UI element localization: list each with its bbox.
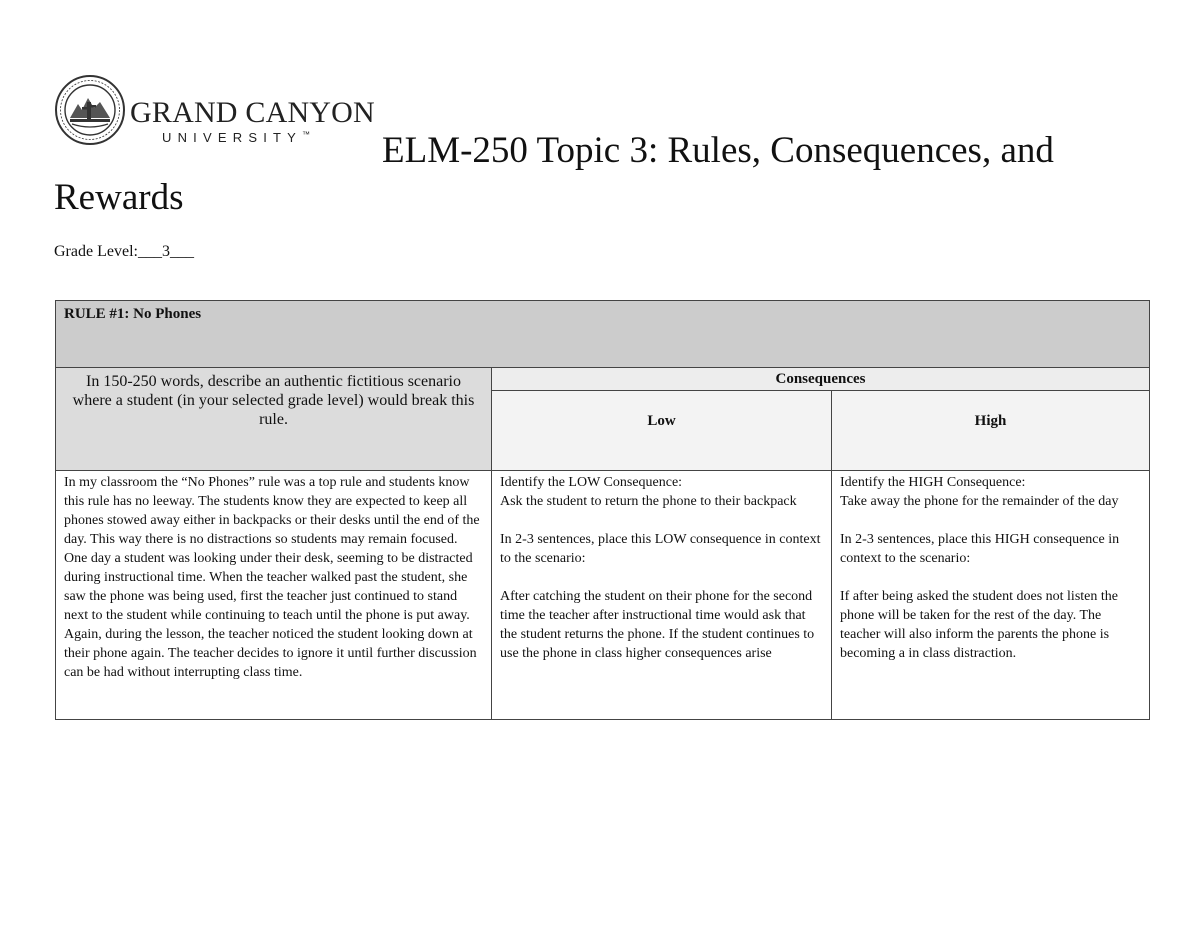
high-header-label: High <box>974 413 1007 429</box>
high-identify-label: Identify the HIGH Consequence: <box>840 475 1026 490</box>
consequences-header: Consequences <box>492 368 1150 391</box>
scenario-prompt: In 150-250 words, describe an authentic fictitious scenario where a student (in your selected grade level) would break this rule. <box>56 368 492 471</box>
low-context-label: In 2-3 sentences, place this LOW consequence in context to the scenario: <box>500 532 821 566</box>
scenario-text: In my classroom the “No Phones” rule was a top rule and students know this rule has no leeway. The students know they are expected to keep all phones stowed away either in backpacks or their desks until the end of the day. This way there is no distractions so students may remain focused. One day a student was looking under their desk, seeming to be distracted during instructional time. When the teacher walked past the student, she saw the phone was being used, first the teacher just continued to stand next to the student while continuing to teach until the phone is put away. Again, during the lesson, the teacher noticed the student looking down at their phone again. The teacher decides to ignore it until further discussion can be had without interrupting class time. <box>64 475 480 680</box>
rule-title: RULE #1: No Phones <box>56 301 1150 368</box>
document-title: ELM-250 Topic 3: Rules, Consequences, and Rewards <box>54 130 1054 218</box>
high-consequence-cell <box>832 471 1150 720</box>
grade-level-label: Grade Level: <box>54 243 138 260</box>
low-header-label: Low <box>647 413 676 429</box>
low-header <box>492 391 832 471</box>
brand-name: GRAND CANYON <box>130 96 375 129</box>
rule-row <box>56 301 1150 368</box>
high-header <box>832 391 1150 471</box>
scenario-cell <box>56 471 492 720</box>
high-context-value: If after being asked the student does not listen the phone will be taken for the rest of the day. The teacher will also inform the parents the phone is becoming a in class distraction. <box>840 589 1118 661</box>
low-consequence-cell <box>492 471 832 720</box>
rubric-table <box>55 300 1150 720</box>
answer-row <box>56 471 1150 720</box>
grade-level <box>54 243 194 261</box>
high-context-label: In 2-3 sentences, place this HIGH consequence in context to the scenario: <box>840 532 1120 566</box>
low-context-value: After catching the student on their phone for the second time the teacher after instructional time would ask that the student returns the phone. If the student continues to use the phone in class higher consequences arise <box>500 589 815 661</box>
consequences-header-row <box>56 368 1150 391</box>
trademark-mark: ™ <box>302 130 311 139</box>
brand-sub-text: UNIVERSITY <box>162 130 303 145</box>
low-identify-value: Ask the student to return the phone to their backpack <box>500 494 797 509</box>
low-identify-label: Identify the LOW Consequence: <box>500 475 683 490</box>
grade-level-value: ___3___ <box>137 243 194 260</box>
high-identify-value: Take away the phone for the remainder of the day <box>840 494 1119 509</box>
